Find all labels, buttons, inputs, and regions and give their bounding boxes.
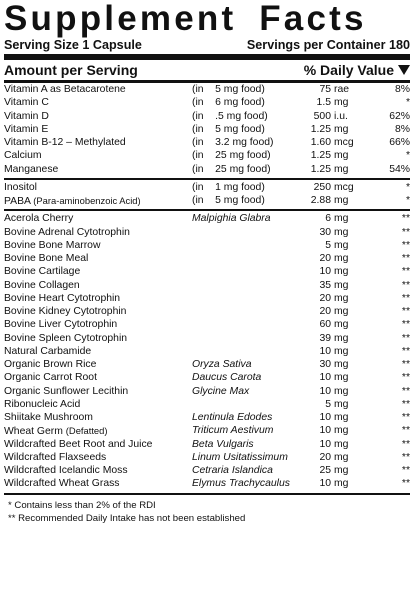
nutrient-row (4, 96, 410, 109)
unit: mg (334, 150, 349, 162)
nutrient-row (4, 398, 410, 411)
daily-value: ** (401, 213, 410, 225)
serving-info (4, 37, 410, 54)
unit: mg (334, 195, 349, 206)
amount: 20 (319, 306, 331, 317)
amount: 60 (319, 319, 331, 331)
nutrient-name: Bovine Adrenal Cytotrophin (4, 226, 130, 238)
nutrient-name: Wildcrafted Wheat Grass (4, 478, 120, 490)
source-cell (192, 252, 292, 265)
source-prefix: (in (192, 137, 204, 148)
nutrient-name-cell (4, 411, 192, 424)
amount: 10 (319, 385, 331, 397)
source-prefix: (in (192, 195, 204, 206)
nutrient-name: Wheat Germ (4, 426, 63, 438)
source-amount: .5 mg food) (215, 110, 268, 122)
nutrient-name-cell (4, 438, 192, 451)
daily-value: ** (401, 398, 410, 410)
source-cell (192, 181, 292, 194)
amount: 39 (319, 332, 331, 344)
source-cell (192, 265, 292, 278)
nutrient-row (4, 110, 410, 123)
amount: 10 (319, 372, 331, 384)
daily-value: 8% (394, 123, 410, 135)
latin-name: Malpighia Glabra (192, 213, 271, 225)
daily-value: 66% (389, 137, 410, 148)
daily-value: ** (401, 279, 410, 291)
source-cell (192, 305, 292, 318)
nutrient-name-cell (4, 226, 192, 239)
source-cell (192, 149, 292, 162)
daily-value: ** (401, 332, 410, 344)
unit: mg (334, 451, 349, 463)
source-prefix: (in (192, 110, 204, 122)
daily-value: ** (401, 345, 410, 357)
nutrient-row (4, 163, 410, 176)
amount: 1.25 (310, 123, 331, 135)
unit: mcg (334, 137, 354, 148)
daily-value: ** (401, 372, 410, 384)
source-cell (192, 398, 292, 411)
unit: mg (334, 359, 349, 370)
nutrient-row (4, 332, 410, 345)
latin-name: Glycine Max (192, 385, 250, 397)
nutrient-name: Manganese (4, 163, 59, 175)
unit: mg (334, 465, 349, 476)
source-cell (192, 96, 292, 109)
nutrient-row (4, 136, 410, 149)
source-cell (192, 371, 292, 384)
nutrient-name-cell (4, 110, 192, 123)
source-cell (192, 358, 292, 371)
amount: 1.25 (310, 163, 331, 175)
nutrient-name: Vitamin B-12 – Methylated (4, 137, 126, 148)
nutrient-row (4, 451, 410, 464)
source-amount: 6 mg food) (215, 97, 265, 109)
nutrient-name: Bovine Liver Cytotrophin (4, 319, 118, 331)
nutrient-row (4, 239, 410, 252)
nutrient-row (4, 149, 410, 162)
nutrient-name: Wildcrafted Beet Root and Juice (4, 438, 153, 450)
unit: i.u. (334, 110, 348, 122)
amount: 1.60 (310, 137, 331, 148)
nutrient-name: Ribonucleic Acid (4, 398, 81, 410)
nutrient-row (4, 212, 410, 225)
nutrient-name-cell (4, 385, 192, 398)
nutrient-name-cell (4, 149, 192, 162)
nutrient-name-cell (4, 345, 192, 358)
daily-value: ** (401, 385, 410, 397)
nutrient-name-cell (4, 96, 192, 109)
supplement-facts-panel (4, 0, 410, 525)
nutrient-row (4, 385, 410, 398)
nutrient-name-cell (4, 163, 192, 176)
amount: 30 (319, 226, 331, 238)
amount: 250 (313, 181, 331, 193)
nutrient-row (4, 345, 410, 358)
nutrient-row (4, 226, 410, 239)
nutrient-name: Bovine Spleen Cytotrophin (4, 332, 128, 344)
unit: mg (334, 438, 349, 450)
nutrient-name-cell (4, 194, 192, 207)
daily-value: * (405, 150, 410, 162)
source-cell (192, 226, 292, 239)
amount: 10 (319, 345, 331, 357)
source-cell (192, 110, 292, 123)
daily-value: ** (401, 226, 410, 238)
unit: mg (334, 239, 349, 251)
amount: 10 (319, 425, 331, 437)
panel-title: Supplement Facts (4, 0, 367, 38)
nutrient-name-cell (4, 451, 192, 464)
column-header (4, 60, 410, 80)
daily-value: ** (401, 438, 410, 450)
nutrient-name: Bovine Kidney Cytotrophin (4, 306, 127, 317)
source-cell (192, 464, 292, 477)
source-cell (192, 83, 292, 96)
amount: 5 (325, 398, 331, 410)
nutrient-note: (Defatted) (65, 425, 108, 437)
nutrient-name: Calcium (4, 150, 42, 162)
footnote-not-established: ** Recommended Daily Intake has not been established (8, 512, 246, 524)
unit: mg (334, 306, 349, 317)
vitamins-section (4, 83, 410, 176)
source-cell (192, 163, 292, 176)
nutrient-name-cell (4, 477, 192, 490)
unit: mg (334, 279, 349, 291)
nutrient-row (4, 411, 410, 424)
unit: mg (334, 332, 349, 344)
nutrient-name: Inositol (4, 181, 37, 193)
source-cell (192, 438, 292, 451)
amount: 10 (319, 438, 331, 450)
nutrient-name-cell (4, 332, 192, 345)
nutrient-name-cell (4, 279, 192, 292)
amount-header: Amount per Serving (4, 62, 138, 78)
ingredients-section (4, 212, 410, 490)
nutrient-name: Vitamin A as Betacarotene (4, 84, 126, 95)
dv-header: % Daily Value (303, 62, 394, 78)
source-cell (192, 123, 292, 136)
daily-value: 62% (389, 110, 410, 122)
nutrient-row (4, 438, 410, 451)
nutrient-name: Wildcrafted Icelandic Moss (4, 465, 128, 476)
amount: 10 (319, 478, 331, 490)
nutrient-name: Bovine Bone Marrow (4, 239, 101, 251)
nutrient-name-cell (4, 181, 192, 194)
serving-size: Serving Size 1 Capsule (4, 38, 142, 52)
nutrient-row (4, 292, 410, 305)
daily-value: ** (401, 292, 410, 304)
source-cell (192, 279, 292, 292)
amount: 30 (319, 359, 331, 370)
amount: 75 (319, 84, 331, 95)
nutrient-row (4, 83, 410, 96)
nutrient-name-cell (4, 424, 192, 437)
daily-value: ** (401, 319, 410, 331)
daily-value: 54% (389, 163, 410, 175)
daily-value: ** (401, 425, 410, 437)
latin-name: Daucus Carota (192, 372, 262, 384)
source-prefix: (in (192, 97, 204, 109)
amount: 35 (319, 279, 331, 291)
footnotes (4, 499, 410, 525)
unit: mg (334, 425, 349, 437)
nutrient-name: Natural Carbamide (4, 345, 92, 357)
unit: mg (334, 266, 349, 278)
source-amount: 5 mg food) (215, 123, 265, 135)
nutrient-name-cell (4, 305, 192, 318)
nutrient-row (4, 123, 410, 136)
source-cell (192, 212, 292, 225)
other-nutrients-section (4, 181, 410, 208)
daily-value: ** (401, 306, 410, 317)
nutrient-row (4, 265, 410, 278)
unit: mg (334, 345, 349, 357)
unit: rae (334, 84, 350, 95)
nutrient-note: (Para-aminobenzoic Acid) (33, 195, 141, 206)
amount: 2.88 (310, 195, 331, 206)
source-amount: 25 mg food) (215, 150, 271, 162)
nutrient-row (4, 358, 410, 371)
section-divider (4, 493, 410, 495)
unit: mg (334, 163, 349, 175)
section-divider (4, 209, 410, 211)
amount: 25 (319, 465, 331, 476)
nutrient-row (4, 194, 410, 207)
nutrient-name: Organic Brown Rice (4, 359, 97, 370)
amount: 1.5 (316, 97, 331, 109)
nutrient-name-cell (4, 265, 192, 278)
latin-name: Linum Usitatissimum (192, 451, 288, 463)
amount: 20 (319, 292, 331, 304)
source-cell (192, 477, 292, 490)
source-amount: 25 mg food) (215, 163, 271, 175)
latin-name: Elymus Trachycaulus (192, 478, 290, 490)
unit: mg (334, 253, 349, 264)
nutrient-name-cell (4, 83, 192, 96)
nutrient-name-cell (4, 464, 192, 477)
amount: 6 (325, 213, 331, 225)
source-cell (192, 424, 292, 437)
nutrient-name-cell (4, 239, 192, 252)
nutrient-name: Bovine Bone Meal (4, 253, 89, 264)
nutrient-row (4, 279, 410, 292)
source-cell (192, 332, 292, 345)
source-cell (192, 292, 292, 305)
amount: 5 (325, 239, 331, 251)
source-prefix: (in (192, 123, 204, 135)
daily-value: ** (401, 239, 410, 251)
footnote-rdi: * Contains less than 2% of the RDI (8, 499, 156, 511)
nutrient-name-cell (4, 371, 192, 384)
servings-per-container: Servings per Container 180 (246, 38, 410, 52)
latin-name: Lentinula Edodes (192, 412, 273, 423)
nutrient-row (4, 477, 410, 490)
unit: mg (334, 213, 349, 225)
nutrient-name: Wildcrafted Flaxseeds (4, 451, 107, 463)
latin-name: Triticum Aestivum (192, 425, 274, 437)
source-prefix: (in (192, 84, 204, 95)
nutrient-name: Organic Sunflower Lecithin (4, 385, 129, 397)
daily-value: ** (401, 412, 410, 423)
amount: 10 (319, 266, 331, 278)
source-cell (192, 411, 292, 424)
nutrient-row (4, 371, 410, 384)
unit: mg (334, 226, 349, 238)
down-arrow-icon (398, 65, 410, 75)
nutrient-name: Bovine Cartilage (4, 266, 81, 278)
source-prefix: (in (192, 163, 204, 175)
amount: 20 (319, 451, 331, 463)
nutrient-row (4, 252, 410, 265)
unit: mg (334, 398, 349, 410)
amount: 1.25 (310, 150, 331, 162)
nutrient-name-cell (4, 318, 192, 331)
source-amount: 1 mg food) (215, 181, 265, 193)
nutrient-name-cell (4, 252, 192, 265)
nutrient-name: Acerola Cherry (4, 213, 74, 225)
latin-name: Oryza Sativa (192, 359, 252, 370)
daily-value: * (405, 195, 410, 206)
daily-value: ** (401, 478, 410, 490)
latin-name: Cetraria Islandica (192, 465, 273, 476)
nutrient-row (4, 464, 410, 477)
daily-value: ** (401, 359, 410, 370)
unit: mg (334, 385, 349, 397)
source-cell (192, 318, 292, 331)
daily-value: 8% (394, 84, 410, 95)
source-amount: 3.2 mg food) (215, 137, 274, 148)
source-prefix: (in (192, 150, 204, 162)
unit: mg (334, 97, 349, 109)
source-cell (192, 345, 292, 358)
nutrient-name-cell (4, 398, 192, 411)
amount: 20 (319, 253, 331, 264)
daily-value: ** (401, 465, 410, 476)
dv-header-wrap (304, 60, 410, 80)
section-divider (4, 178, 410, 180)
daily-value: * (405, 181, 410, 193)
unit: mg (334, 292, 349, 304)
nutrient-name-cell (4, 292, 192, 305)
source-cell (192, 194, 292, 207)
nutrient-name: Bovine Collagen (4, 279, 80, 291)
nutrient-row (4, 424, 410, 437)
unit: mg (334, 123, 349, 135)
source-amount: 5 mg food) (215, 195, 265, 206)
daily-value: ** (401, 266, 410, 278)
nutrient-row (4, 181, 410, 194)
nutrient-name: Shiitake Mushroom (4, 412, 93, 423)
nutrient-name: Vitamin C (4, 97, 49, 109)
amount: 10 (319, 412, 331, 423)
source-cell (192, 385, 292, 398)
nutrient-name: Vitamin D (4, 110, 49, 122)
unit: mg (334, 319, 349, 331)
nutrient-row (4, 305, 410, 318)
nutrient-row (4, 318, 410, 331)
daily-value: ** (401, 253, 410, 264)
source-amount: 5 mg food) (215, 84, 265, 95)
daily-value: * (405, 97, 410, 109)
source-cell (192, 136, 292, 149)
unit: mg (334, 478, 349, 490)
nutrient-name: Vitamin E (4, 123, 49, 135)
unit: mg (334, 372, 349, 384)
nutrient-name: Bovine Heart Cytotrophin (4, 292, 121, 304)
unit: mg (334, 412, 349, 423)
unit: mcg (334, 181, 354, 193)
source-cell (192, 451, 292, 464)
nutrient-name-cell (4, 123, 192, 136)
nutrient-name: PABA (4, 196, 31, 207)
nutrient-name: Organic Carrot Root (4, 372, 97, 384)
nutrient-name-cell (4, 358, 192, 371)
nutrient-name-cell (4, 136, 192, 149)
daily-value: ** (401, 451, 410, 463)
amount: 500 (313, 110, 331, 122)
nutrient-name-cell (4, 212, 192, 225)
source-cell (192, 239, 292, 252)
source-prefix: (in (192, 181, 204, 193)
latin-name: Beta Vulgaris (192, 438, 254, 450)
